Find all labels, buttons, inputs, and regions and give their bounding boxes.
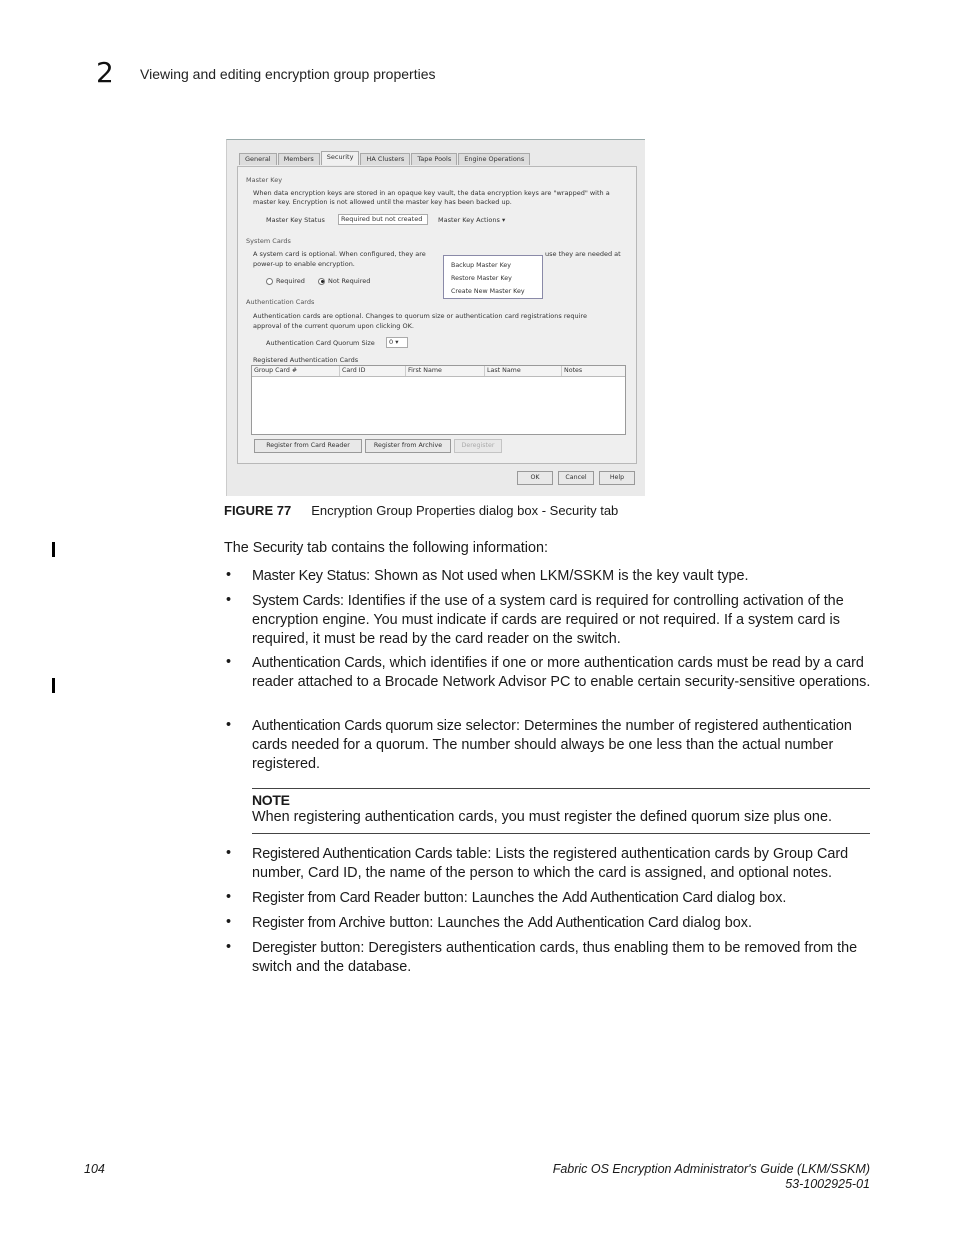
bullet-text: button: Launches the	[385, 915, 528, 931]
figure-number: FIGURE 77	[224, 503, 292, 518]
tab-members[interactable]: Members	[278, 153, 320, 165]
master-key-desc: When data encryption keys are stored in an opaque key vault, the data encryption keys are "wrapped" with a	[253, 189, 610, 197]
master-key-heading: Master Key	[246, 176, 283, 184]
page-number: 104	[84, 1162, 105, 1176]
bullet-term: Add Authentication Card	[562, 890, 713, 906]
bullet-text: button: Launches the	[419, 890, 563, 906]
chevron-down-icon: ▾	[501, 216, 506, 224]
bullet-dot: •	[226, 654, 232, 670]
master-key-actions-menu	[443, 255, 543, 299]
bullet-dot: •	[226, 717, 232, 733]
bullet-registered-cards	[252, 845, 872, 883]
bullet-term: Register from Archive	[252, 915, 386, 931]
system-cards-desc: power-up to enable encryption.	[253, 260, 355, 268]
bullet-term: Registered Authentication Cards	[252, 846, 453, 862]
bullet-term: Deregister	[252, 940, 317, 956]
bullet-term: Master Key Status	[252, 568, 367, 584]
deregister-button[interactable]: Deregister	[454, 439, 502, 453]
bullet-text: Identifies if the use of a system card is required for controlling activation of the encryption engine. You must indicate if cards are required or not required. If a system card is required, it must be read by the card reader on the switch.	[252, 593, 844, 647]
radio-icon	[266, 278, 273, 285]
intro-paragraph	[224, 539, 548, 558]
ok-button[interactable]: OK	[517, 471, 553, 485]
bullet-master-key-status	[252, 567, 872, 586]
tab-bar	[239, 153, 531, 165]
menu-item-create-new-master-key[interactable]: Create New Master Key	[451, 288, 525, 295]
bullet-dot: •	[226, 889, 232, 905]
bullet-dot: •	[226, 845, 232, 861]
footer-doc-info	[553, 1162, 870, 1192]
help-button[interactable]: Help	[599, 471, 635, 485]
auth-cards-desc: approval of the current quorum upon clicking OK.	[253, 322, 414, 330]
table-header	[252, 366, 625, 377]
tab-security[interactable]: Security	[321, 151, 360, 165]
bullet-text: dialog box.	[678, 915, 752, 931]
auth-cards-desc: Authentication cards are optional. Changes to quorum size or authentication card registrations require	[253, 312, 587, 320]
bullet-text: when LKM/SSKM is the key vault type.	[497, 568, 749, 584]
bullet-authentication-cards	[252, 654, 872, 692]
system-cards-heading: System Cards	[246, 237, 291, 245]
radio-selected-icon	[318, 278, 325, 285]
auth-cards-heading: Authentication Cards	[246, 298, 315, 306]
bullet-dot: •	[226, 567, 232, 583]
cancel-button[interactable]: Cancel	[558, 471, 594, 485]
bullet-quorum-size	[252, 717, 872, 774]
intro-text: The	[224, 540, 253, 556]
change-bar	[52, 542, 55, 557]
bullet-term: Add Authentication Card	[527, 915, 679, 931]
note-bottom-rule	[252, 833, 870, 834]
bullet-term: Authentication Cards quorum size	[252, 718, 462, 734]
note-top-rule	[252, 788, 870, 789]
figure-title: Encryption Group Properties dialog box - Security tab	[311, 503, 619, 518]
not-required-radio[interactable]	[318, 277, 370, 285]
bullet-term: Authentication Cards	[252, 655, 382, 671]
tab-tape-pools[interactable]: Tape Pools	[411, 153, 457, 165]
bullet-text: button: Deregisters authentication cards, thus enabling them to be removed from the switch and the database.	[252, 940, 858, 975]
system-cards-desc: use they are needed at	[545, 250, 621, 258]
bullet-deregister	[252, 939, 872, 977]
bullet-text: : Shown as	[366, 568, 442, 584]
system-cards-desc: A system card is optional. When configured, they are	[253, 250, 426, 258]
bullet-dot: •	[226, 914, 232, 930]
footer-title: Fabric OS Encryption Administrator's Guide (LKM/SSKM)	[552, 1162, 870, 1176]
intro-term: Security	[252, 540, 304, 556]
column-header[interactable]: Last Name	[485, 366, 562, 376]
register-from-archive-button[interactable]: Register from Archive	[365, 439, 451, 453]
required-radio-label: Required	[276, 277, 305, 285]
column-header[interactable]: Notes	[564, 367, 583, 374]
register-from-card-reader-button[interactable]: Register from Card Reader	[254, 439, 362, 453]
master-key-actions-button[interactable]	[438, 215, 505, 226]
bullet-text: table: Lists the registered authentication cards by Group Card number, Card ID, the name of the person to which the card is assigned, and optional notes.	[252, 846, 849, 881]
column-header[interactable]: First Name	[406, 366, 485, 376]
note-label: NOTE	[252, 792, 290, 808]
dialog-screenshot	[226, 139, 645, 496]
quorum-size-value: 0	[389, 338, 394, 346]
running-head: Viewing and editing encryption group properties	[140, 66, 436, 82]
intro-text: tab contains the following information:	[303, 540, 548, 556]
bullet-register-from-card-reader	[252, 889, 872, 908]
footer-doc-id: 53-1002925-01	[785, 1177, 870, 1191]
menu-item-backup-master-key[interactable]: Backup Master Key	[451, 262, 512, 269]
note-text: When registering authentication cards, you must register the defined quorum size plus one.	[252, 809, 832, 825]
tab-engine-operations[interactable]: Engine Operations	[458, 153, 530, 165]
figure-caption	[224, 503, 618, 518]
master-key-desc: master key. Encryption is not allowed until the master key has been backed up.	[253, 198, 512, 206]
bullet-register-from-archive	[252, 914, 872, 933]
registered-cards-table[interactable]	[251, 365, 626, 435]
bullet-dot: •	[226, 592, 232, 608]
column-header[interactable]: Card ID	[340, 366, 406, 376]
bullet-term: Register from Card Reader	[252, 890, 420, 906]
bullet-text: , which identifies if one or more authentication cards must be read by a card reader attached to a Brocade Network Advisor PC to enable certain security-sensitive operations.	[252, 655, 871, 690]
registered-cards-label: Registered Authentication Cards	[253, 356, 359, 364]
quorum-size-select[interactable]	[386, 337, 408, 348]
bullet-dot: •	[226, 939, 232, 955]
bullet-text: dialog box.	[712, 890, 787, 906]
chevron-down-icon: ▾	[395, 338, 399, 346]
bullet-term: Not used	[441, 568, 498, 584]
tab-general[interactable]: General	[239, 153, 277, 165]
required-radio[interactable]	[266, 277, 305, 285]
not-required-radio-label: Not Required	[328, 277, 371, 285]
tab-ha-clusters[interactable]: HA Clusters	[360, 153, 410, 165]
quorum-size-label: Authentication Card Quorum Size	[266, 339, 375, 347]
master-key-actions-label: Master Key Actions	[438, 216, 500, 224]
column-header[interactable]: Group Card #	[252, 366, 340, 376]
change-bar	[52, 678, 55, 693]
security-panel	[237, 166, 637, 464]
bullet-system-cards	[252, 592, 872, 649]
bullet-term: System Cards:	[252, 593, 344, 609]
bullet-text: selector: Determines the number of registered authentication cards needed for a quorum. The number should always be one less than the actual number registered.	[252, 718, 852, 772]
chapter-number: 2	[96, 56, 114, 89]
menu-item-restore-master-key[interactable]: Restore Master Key	[451, 275, 512, 282]
master-key-status-label: Master Key Status	[266, 216, 325, 224]
master-key-status-field: Required but not created	[338, 214, 428, 225]
